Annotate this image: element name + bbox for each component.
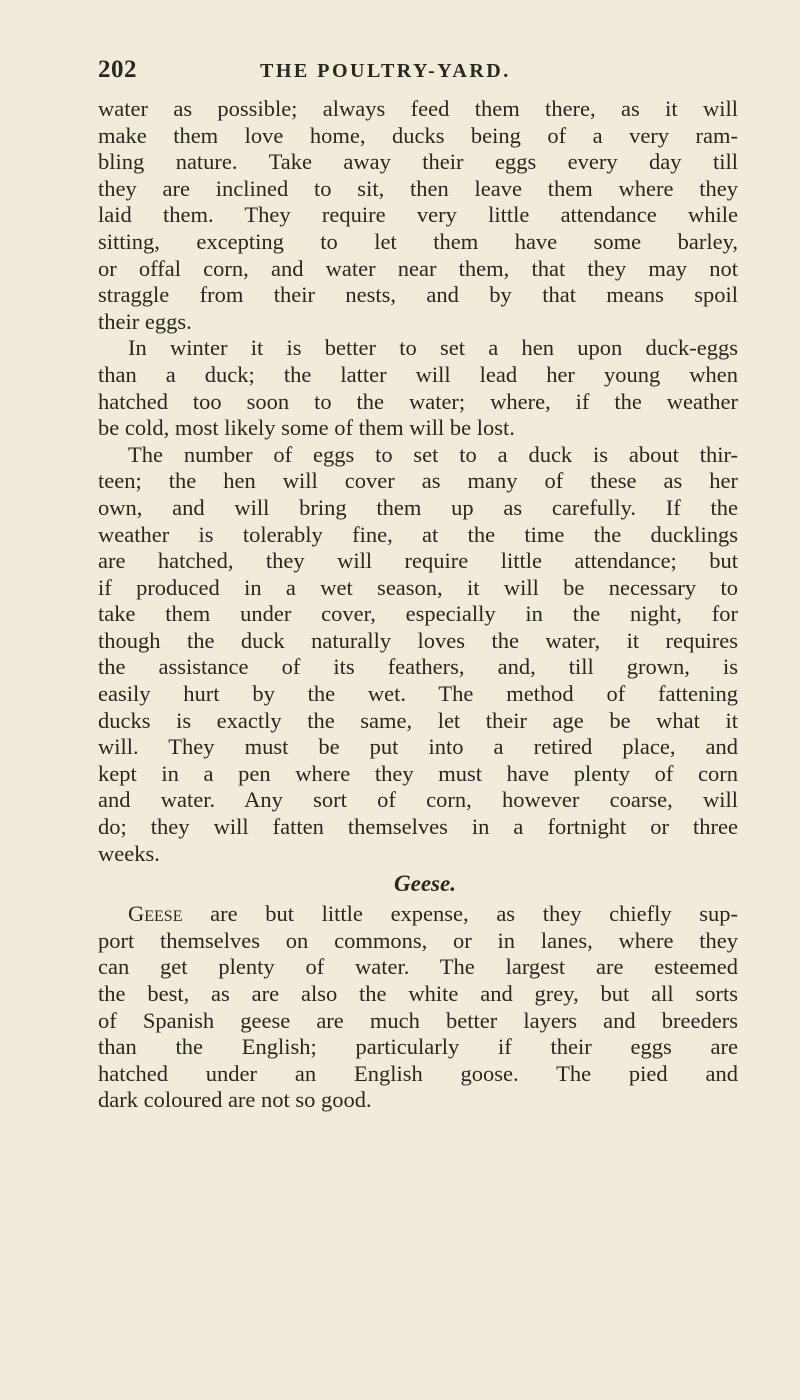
text-line: if produced in a wet season, it will be necessary to [98,574,738,600]
text-line: they are inclined to sit, then leave them where they [98,175,738,201]
text-line: The number of eggs to set to a duck is about thir- [128,441,738,467]
page-number: 202 [98,56,137,83]
text-line: will. They must be put into a retired place, and [98,734,738,760]
text-line: ducks is exactly the same, let their age be what it [98,707,738,733]
text-line: the best, as are also the white and grey, but all sorts [98,981,738,1006]
text-line: their eggs. [98,308,192,334]
text-line: port themselves on commons, or in lanes, where they [98,927,738,953]
text-line: than a duck; the latter will lead her young when [98,361,738,387]
text-line: water as possible; always feed them there, as it will [98,96,738,121]
text-line: sitting, excepting to let them have some barley, [98,228,738,254]
section-heading-geese: Geese. [394,871,456,897]
lead-word: Geese [128,901,183,927]
text-line: In winter it is better to set a hen upon duck-eggs [128,335,738,361]
text-line: than the English; particularly if their eggs are [98,1034,738,1060]
line-rest: are but little expense, as they chiefly sup- [182,901,738,927]
text-line: kept in a pen where they must have plenty of corn [98,760,738,786]
text-line: of Spanish geese are much better layers and breeders [98,1007,738,1033]
running-title: THE POULTRY-YARD. [260,60,511,82]
paragraph-winter [98,335,738,441]
text-line: can get plenty of water. The largest are esteemed [98,954,738,980]
text-line: own, and will bring them up as carefully. If the [98,494,738,520]
text-line: or offal corn, and water near them, that they may not [98,255,738,281]
text-line: make them love home, ducks being of a very ram- [98,122,738,148]
text-line: and water. Any sort of corn, however coarse, will [98,787,738,813]
text-line: be cold, most likely some of them will be lost. [98,415,515,441]
text-line: the assistance of its feathers, and, till grown, is [98,654,738,680]
text-line: laid them. They require very little attendance while [98,202,738,228]
text-line: weather is tolerably fine, at the time the ducklings [98,521,738,547]
text-line: bling nature. Take away their eggs every day till [98,149,738,175]
text-line: though the duck naturally loves the water, it requires [98,627,738,653]
running-head [98,56,738,88]
text-line: do; they will fatten themselves in a fortnight or three [98,814,738,840]
paragraph-number-of-eggs [98,442,738,868]
body-text [98,96,738,1114]
text-line: straggle from their nests, and by that means spoil [98,282,738,308]
text-line: hatched under an English goose. The pied and [98,1060,738,1086]
text-line: dark coloured are not so good. [98,1087,372,1113]
text-line: easily hurt by the wet. The method of fattening [98,681,738,707]
text-line [98,901,738,928]
text-line: are hatched, they will require little attendance; but [98,548,738,574]
text-line: weeks. [98,840,160,866]
paragraph-geese [98,901,738,1114]
text-line: take them under cover, especially in the night, for [98,601,738,627]
paragraph-duck-eggs [98,96,738,335]
text-line: teen; the hen will cover as many of these as her [98,468,738,494]
text-line: hatched too soon to the water; where, if the weather [98,388,738,414]
